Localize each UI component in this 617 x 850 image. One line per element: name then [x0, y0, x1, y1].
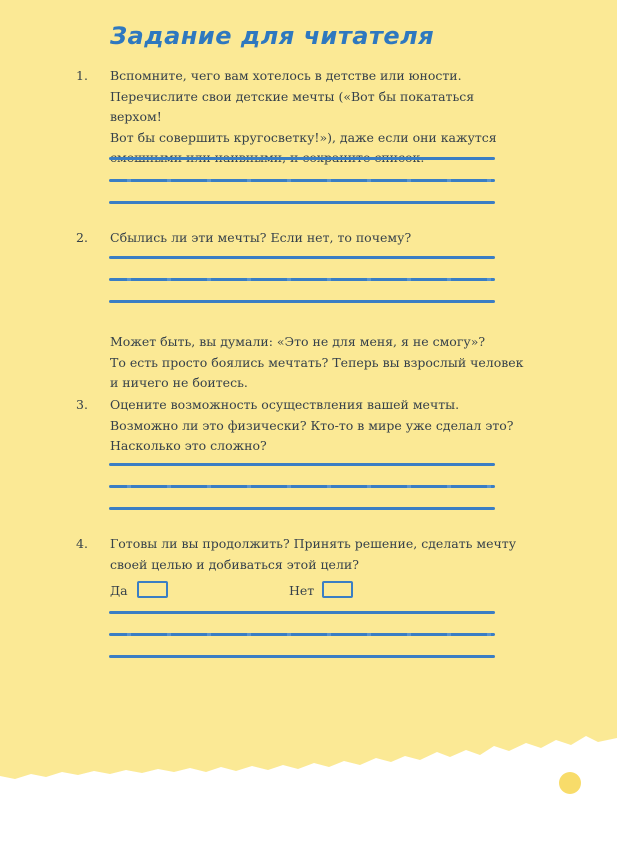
answer-line-q1-3[interactable]: [109, 201, 495, 204]
q3-line: Насколько это сложно?: [110, 438, 267, 453]
decorative-yellow-dot: [559, 772, 581, 794]
q3-line: Возможно ли это физически? Кто-то в мире уже сделал это?: [110, 417, 514, 433]
interlude-line: и ничего не боитесь.: [110, 375, 248, 390]
question-1-number: 1.: [76, 68, 88, 83]
question-2-number: 2.: [76, 230, 88, 245]
question-1-text: [110, 66, 510, 169]
page-title: Задание для читателя: [110, 22, 435, 50]
q1-line: Вот бы совершить кругосветку!»), даже если они кажутся: [110, 129, 497, 145]
answer-line-q3-1[interactable]: [109, 463, 495, 466]
answer-line-q4-3[interactable]: [109, 655, 495, 658]
yes-checkbox[interactable]: [137, 581, 168, 598]
answer-line-q4-1[interactable]: [109, 611, 495, 614]
question-2-text: [110, 228, 510, 249]
answer-line-q3-3[interactable]: [109, 507, 495, 510]
q4-line: своей целью и добиваться этой цели?: [110, 556, 359, 572]
question-3-text: [110, 395, 530, 457]
answer-line-q3-2[interactable]: [109, 485, 495, 488]
answer-line-q2-1[interactable]: [109, 256, 495, 259]
q4-line: Готовы ли вы продолжить? Принять решение, сделать мечту: [110, 536, 517, 551]
interlude-line: То есть просто боялись мечтать? Теперь вы взрослый человек: [110, 354, 524, 370]
answer-line-q1-1[interactable]: [109, 157, 495, 160]
question-3-number: 3.: [76, 397, 88, 412]
no-checkbox[interactable]: [322, 581, 353, 598]
interlude-line: Может быть, вы думали: «Это не для меня, я не смогу»?: [110, 334, 486, 349]
interlude-text: [110, 332, 530, 394]
answer-line-q2-3[interactable]: [109, 300, 495, 303]
question-4-text: [110, 534, 530, 575]
q1-line: Перечислите свои детские мечты («Вот бы покататься верхом!: [110, 88, 475, 124]
answer-line-q1-2[interactable]: [109, 179, 495, 182]
q2-line: Сбылись ли эти мечты? Если нет, то почему?: [110, 230, 412, 245]
q1-line: Вспомните, чего вам хотелось в детстве или юности.: [110, 68, 462, 83]
q3-line: Оцените возможность осуществления вашей мечты.: [110, 397, 460, 412]
answer-line-q4-2[interactable]: [109, 633, 495, 636]
yes-label: Да: [110, 583, 128, 598]
question-4-number: 4.: [76, 536, 88, 551]
answer-line-q2-2[interactable]: [109, 278, 495, 281]
no-label: Нет: [289, 583, 315, 598]
